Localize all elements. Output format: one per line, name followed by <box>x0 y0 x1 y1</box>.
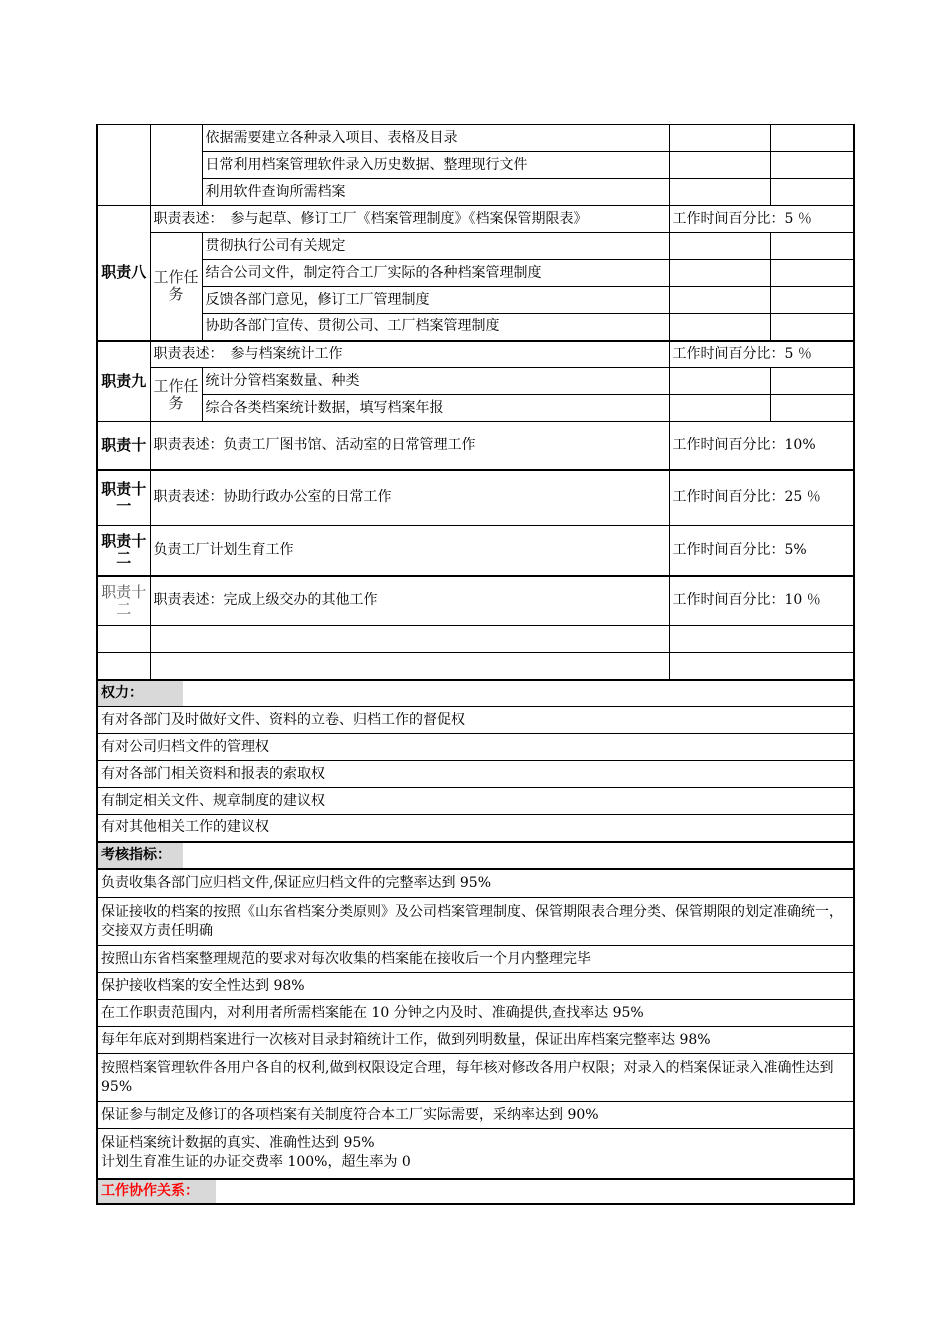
kpi-item: 计划生育准生证的办证交费率 100%，超生率为 0 <box>101 1154 411 1171</box>
empty-cell <box>150 626 669 653</box>
duty-12-label: 职责十二 <box>97 526 150 576</box>
task-item: 综合各类档案统计数据，填写档案年报 <box>202 395 669 422</box>
kpi-item: 在工作职责范围内，对利用者所需档案能在 10 分钟之内及时、准确提供,查找率达 95% <box>97 1000 854 1027</box>
duty-9-percentage: 工作时间百分比：5 ％ <box>669 341 854 368</box>
kpi-item: 按照山东省档案整理规范的要求对每次收集的档案能在接收后一个月内整理完毕 <box>97 946 854 973</box>
duty-10-percentage: 工作时间百分比：10% <box>669 422 854 470</box>
power-item: 有对各部门及时做好文件、资料的立卷、归档工作的督促权 <box>97 707 854 734</box>
empty-cell <box>669 653 854 680</box>
kpi-section-title: 考核指标： <box>97 842 854 869</box>
duty-12-desc: 负责工厂计划生育工作 <box>150 526 669 576</box>
kpi-item: 保证档案统计数据的真实、准确性达到 95% <box>101 1135 375 1152</box>
duty-11-desc: 职责表述：协助行政办公室的日常工作 <box>150 470 669 526</box>
task-item: 协助各部门宣传、贯彻公司、工厂档案管理制度 <box>202 314 669 341</box>
task-extra-cell <box>669 314 770 341</box>
duty-8-task-label: 工作任务 <box>150 233 202 341</box>
power-item: 有对其他相关工作的建议权 <box>97 815 854 842</box>
duty-12b-label: 职责十二 <box>97 576 150 626</box>
task-item: 利用软件查询所需档案 <box>202 179 669 206</box>
kpi-item-group <box>97 1129 854 1179</box>
task-label-cell <box>150 125 202 206</box>
task-extra-cell <box>669 287 770 314</box>
duty-9-task-label: 工作任务 <box>150 368 202 422</box>
task-extra-cell <box>669 368 770 395</box>
task-extra-cell <box>770 179 854 206</box>
task-extra-cell <box>770 287 854 314</box>
duty-12-percentage: 工作时间百分比：5% <box>669 526 854 576</box>
duty-table <box>96 124 855 1205</box>
duty-11-label: 职责十一 <box>97 470 150 526</box>
task-item: 贯彻执行公司有关规定 <box>202 233 669 260</box>
job-description-sheet <box>96 124 853 1205</box>
task-extra-cell <box>770 260 854 287</box>
kpi-item: 负责收集各部门应归档文件,保证应归档文件的完整率达到 95% <box>97 869 854 898</box>
kpi-item: 保证接收的档案的按照《山东省档案分类原则》及公司档案管理制度、保管期限表合理分类、保管期限的划定准确统一，交接双方责任明确 <box>97 898 854 946</box>
coop-section-title: 工作协作关系： <box>97 1179 854 1204</box>
kpi-item: 按照档案管理软件各用户各自的权利,做到权限设定合理，每年核对修改各用户权限；对录入的档案保证录入准确性达到 95% <box>97 1054 854 1102</box>
task-extra-cell <box>669 152 770 179</box>
duty-9-desc: 职责表述： 参与档案统计工作 <box>150 341 669 368</box>
task-item: 反馈各部门意见，修订工厂管理制度 <box>202 287 669 314</box>
duty-10-desc: 职责表述：负责工厂图书馆、活动室的日常管理工作 <box>150 422 669 470</box>
power-item: 有对公司归档文件的管理权 <box>97 734 854 761</box>
task-extra-cell <box>770 233 854 260</box>
kpi-item: 保护接收档案的安全性达到 98% <box>97 973 854 1000</box>
duty-12b-desc: 职责表述：完成上级交办的其他工作 <box>150 576 669 626</box>
kpi-item: 每年年底对到期档案进行一次核对目录封箱统计工作，做到列明数量，保证出库档案完整率达 98% <box>97 1027 854 1054</box>
duty-8-percentage: 工作时间百分比：5 ％ <box>669 206 854 233</box>
duty-label-cell <box>97 125 150 206</box>
task-extra-cell <box>669 260 770 287</box>
task-extra-cell <box>770 314 854 341</box>
task-item: 结合公司文件，制定符合工厂实际的各种档案管理制度 <box>202 260 669 287</box>
task-extra-cell <box>770 125 854 152</box>
duty-12b-percentage: 工作时间百分比：10 ％ <box>669 576 854 626</box>
task-extra-cell <box>770 152 854 179</box>
power-item: 有对各部门相关资料和报表的索取权 <box>97 761 854 788</box>
empty-cell <box>97 653 150 680</box>
empty-cell <box>669 626 854 653</box>
duty-11-percentage: 工作时间百分比：25 ％ <box>669 470 854 526</box>
task-extra-cell <box>669 125 770 152</box>
power-item: 有制定相关文件、规章制度的建议权 <box>97 788 854 815</box>
empty-cell <box>97 626 150 653</box>
task-item: 依据需要建立各种录入项目、表格及目录 <box>202 125 669 152</box>
duty-10-label: 职责十 <box>97 422 150 470</box>
task-extra-cell <box>669 179 770 206</box>
duty-8-label: 职责八 <box>97 206 150 341</box>
task-extra-cell <box>770 368 854 395</box>
task-extra-cell <box>770 395 854 422</box>
power-section-title: 权力： <box>97 680 854 707</box>
task-extra-cell <box>669 233 770 260</box>
duty-9-label: 职责九 <box>97 341 150 422</box>
empty-cell <box>150 653 669 680</box>
kpi-item: 保证参与制定及修订的各项档案有关制度符合本工厂实际需要，采纳率达到 90% <box>97 1102 854 1129</box>
task-extra-cell <box>669 395 770 422</box>
task-item: 统计分管档案数量、种类 <box>202 368 669 395</box>
task-item: 日常利用档案管理软件录入历史数据、整理现行文件 <box>202 152 669 179</box>
duty-8-desc: 职责表述： 参与起草、修订工厂《档案管理制度》《档案保管期限表》 <box>150 206 669 233</box>
